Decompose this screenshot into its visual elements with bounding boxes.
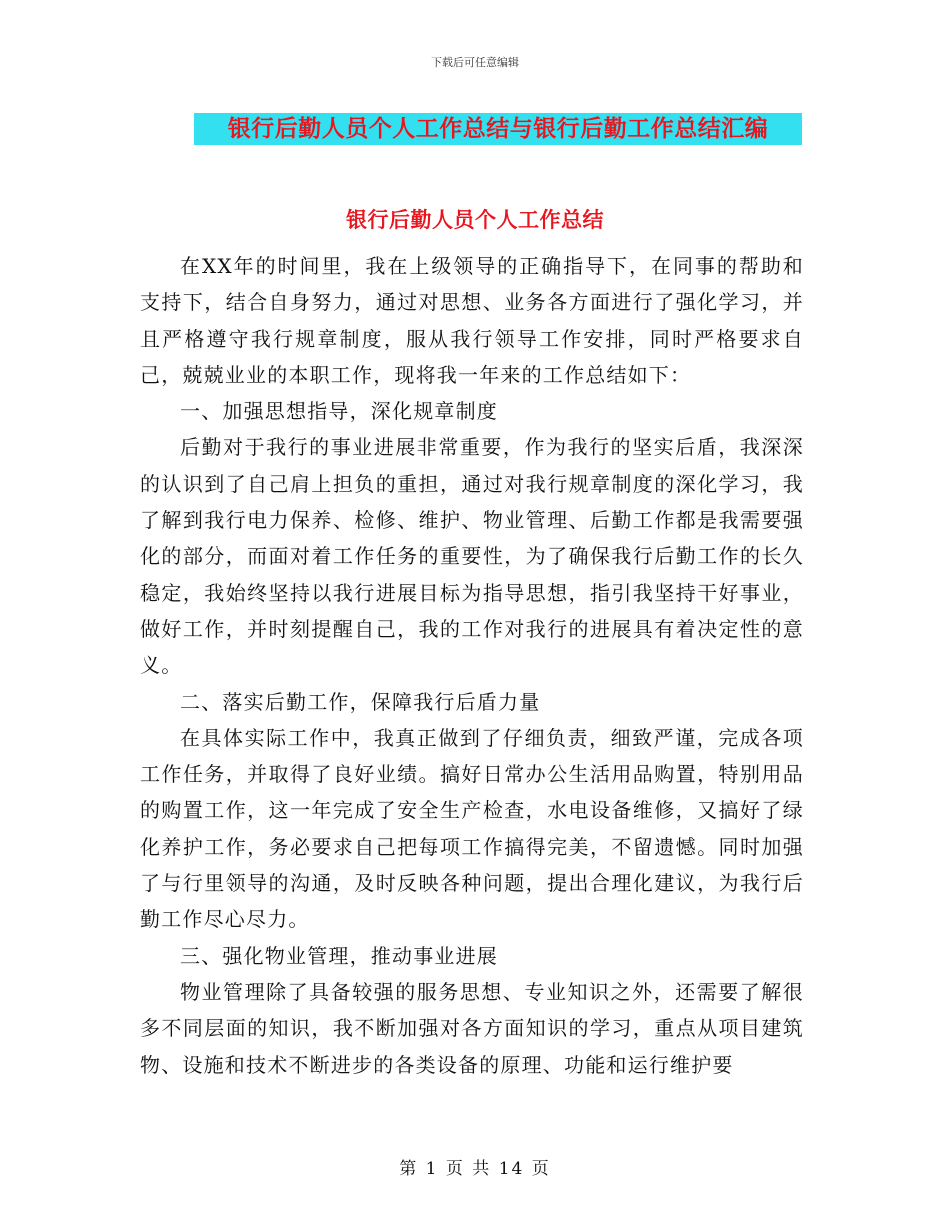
section-title: 银行后勤人员个人工作总结 [346,208,604,232]
document-body [140,248,804,1083]
paragraph-section-3: 物业管理除了具备较强的服务思想、专业知识之外，还需要了解很多不同层面的知识，我不断加强对各方面知识的学习，重点从项目建筑物、设施和技术不断进步的各类设备的原理、功能和运行维护要 [140,979,804,1077]
page-number-footer: 第 1 页 共 14 页 [399,1159,551,1179]
paragraph-section-2: 在具体实际工作中，我真正做到了仔细负责，细致严谨，完成各项工作任务，并取得了良好业绩。搞好日常办公生活用品购置，特别用品的购置工作，这一年完成了安全生产检查，水电设备维修，又搞好了绿化养护工作，务必要求自己把每项工作搞得完美，不留遗憾。同时加强了与行里领导的沟通，及时反映各种问题，提出合理化建议，为我行后勤工作尽心尽力。 [140,725,804,932]
paragraph-section-1: 后勤对于我行的事业进展非常重要，作为我行的坚实后盾，我深深的认识到了自己肩上担负的重担，通过对我行规章制度的深化学习，我了解到我行电力保养、检修、维护、物业管理、后勤工作都是我需要强化的部分，而面对着工作任务的重要性，为了确保我行后勤工作的长久稳定，我始终坚持以我行进展目标为指导思想，指引我坚持干好事业，做好工作，并时刻提醒自己，我的工作对我行的进展具有着决定性的意义。 [140,435,804,678]
paragraph-intro: 在XX年的时间里，我在上级领导的正确指导下，在同事的帮助和支持下，结合自身努力，通过对思想、业务各方面进行了强化学习，并且严格遵守我行规章制度，服从我行领导工作安排，同时严格要求自己，兢兢业业的本职工作，现将我一年来的工作总结如下： [140,254,804,387]
page-header-note: 下载后可任意编辑 [431,56,519,69]
heading-section-3: 三、强化物业管理，推动事业进展 [180,943,498,968]
document-main-title: 银行后勤人员个人工作总结与银行后勤工作总结汇编 [194,113,802,145]
heading-section-2: 二、落实后勤工作，保障我行后盾力量 [180,689,541,714]
heading-section-1: 一、加强思想指导，深化规章制度 [180,399,498,424]
